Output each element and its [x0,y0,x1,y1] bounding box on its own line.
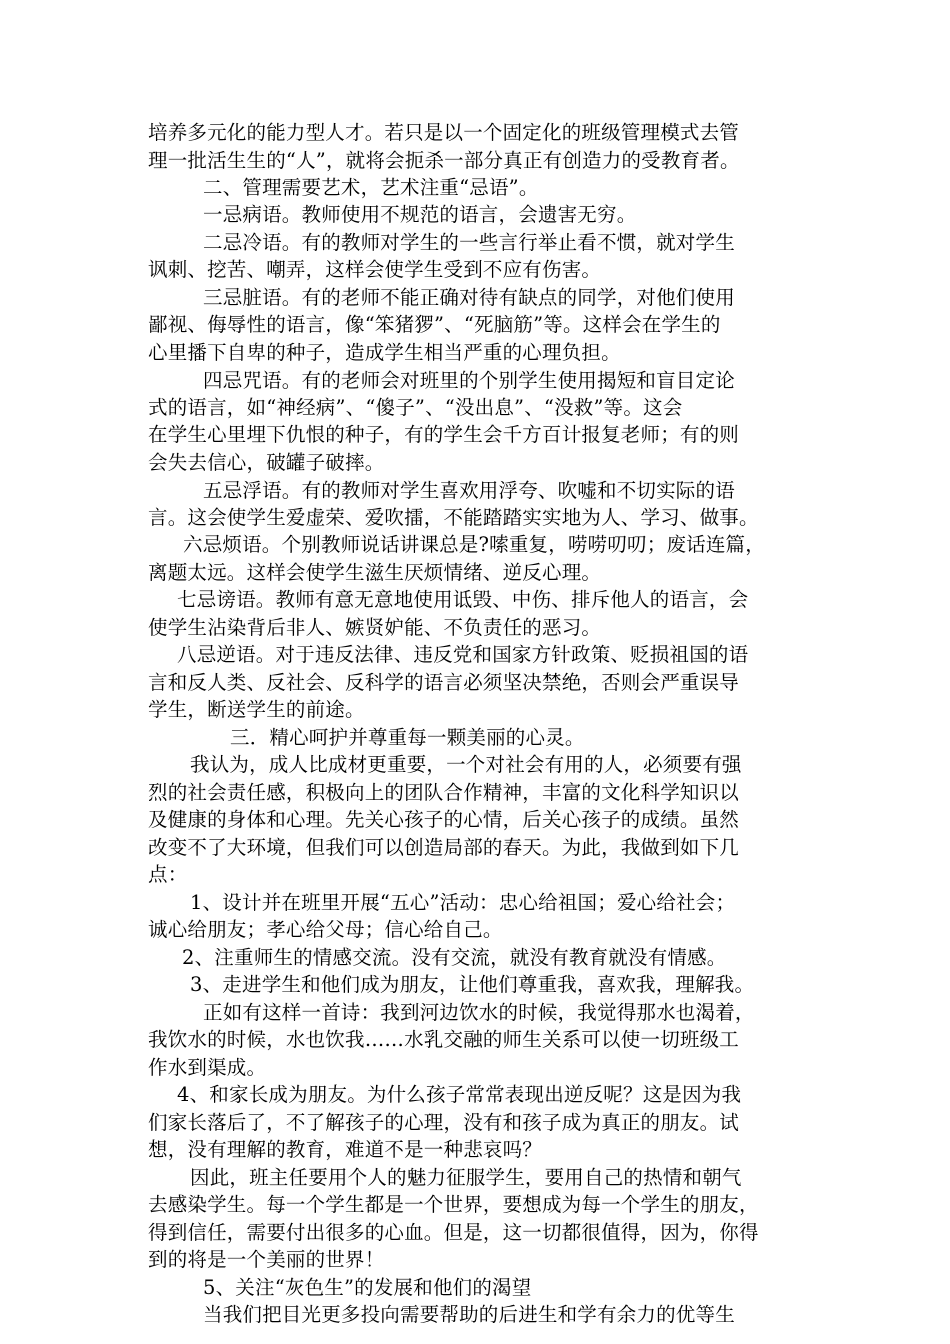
text-line: 培养多元化的能力型人才。若只是以一个固定化的班级管理模式去管 [148,121,740,144]
text-line: 们家长落后了，不了解孩子的心理，没有和孩子成为真正的朋友。试 [148,1111,740,1134]
section-heading: 5、关注“灰色生”的发展和他们的渴望 [203,1276,532,1299]
text-line: 2、注重师生的情感交流。没有交流，就没有教育就没有情感。 [182,946,727,969]
text-line: 在学生心里埋下仇恨的种子，有的学生会千方百计报复老师；有的则 [148,423,740,446]
text-line: 1、设计并在班里开展“五心”活动：忠心给祖国；爱心给社会； [190,891,736,914]
section-heading: 三．精心呵护并尊重每一颗美丽的心灵。 [230,726,585,749]
text-line: 心里播下自卑的种子，造成学生相当严重的心理负担。 [148,341,621,364]
text-line: 想，没有理解的教育，难道不是一种悲哀吗？ [148,1138,543,1161]
text-line: 讽刺、挖苦、嘲弄，这样会使学生受到不应有伤害。 [148,258,602,281]
text-line: 四忌咒语。有的老师会对班里的个别学生使用揭短和盲目定论 [203,369,735,392]
text-line: 到的将是一个美丽的世界！ [148,1248,385,1271]
text-line: 七忌谤语。教师有意无意地使用诋毁、中伤、排斥他人的语言，会 [177,588,749,611]
text-line: 鄙视、侮辱性的语言，像“笨猪猡”、“死脑筋”等。这样会在学生的 [148,313,721,336]
text-line: 一忌病语。教师使用不规范的语言，会遗害无穷。 [203,203,637,226]
text-line: 作水到渠成。 [148,1056,267,1079]
text-line: 我认为，成人比成材更重要，一个对社会有用的人，必须要有强 [190,753,742,776]
text-line: 我饮水的时候，水也饮我……水乳交融的师生关系可以使一切班级工 [148,1028,740,1051]
text-line: 正如有这样一首诗：我到河边饮水的时候，我觉得那水也渴着， [203,1001,755,1024]
text-line: 言和反人类、反社会、反科学的语言必须坚决禁绝，否则会严重误导 [148,671,740,694]
text-line: 点： [148,863,188,886]
text-line: 烈的社会责任感，积极向上的团队合作精神，丰富的文化科学知识以 [148,781,740,804]
text-line: 使学生沾染背后非人、嫉贤妒能、不负责任的恶习。 [148,616,602,639]
text-line: 六忌烦语。个别教师说话讲课总是?嗦重复，唠唠叨叨；废话连篇， [183,533,765,556]
text-line: 诚心给朋友；孝心给父母；信心给自己。 [148,918,503,941]
text-line: 去感染学生。每一个学生都是一个世界，要想成为每一个学生的朋友， [148,1193,759,1216]
text-line: 会失去信心，破罐子破摔。 [148,451,385,474]
text-line: 理一批活生生的“人”，就将会扼杀一部分真正有创造力的受教育者。 [148,149,740,172]
text-line: 学生，断送学生的前途。 [148,698,365,721]
text-line: 五忌浮语。有的教师对学生喜欢用浮夸、吹嘘和不切实际的语 [203,479,735,502]
text-line: 离题太远。这样会使学生滋生厌烦情绪、逆反心理。 [148,561,602,584]
text-line: 言。这会使学生爱虚荣、爱吹擂，不能踏踏实实地为人、学习、做事。 [148,506,759,529]
text-line: 式的语言，如“神经病”、“傻子”、“没出息”、“没救”等。这会 [148,396,683,419]
text-line: 改变不了大环境，但我们可以创造局部的春天。为此，我做到如下几 [148,836,740,859]
text-line: 及健康的身体和心理。先关心孩子的心情，后关心孩子的成绩。虽然 [148,808,740,831]
text-line: 4、和家长成为朋友。为什么孩子常常表现出逆反呢？这是因为我 [177,1083,742,1106]
section-heading: 二、管理需要艺术，艺术注重“忌语”。 [203,176,539,199]
text-line: 得到信任，需要付出很多的心血。但是，这一切都很值得，因为，你得 [148,1221,759,1244]
text-line: 八忌逆语。对于违反法律、违反党和国家方针政策、贬损祖国的语 [177,643,749,666]
text-line: 3、走进学生和他们成为朋友，让他们尊重我，喜欢我，理解我。 [190,973,755,996]
text-line: 三忌脏语。有的老师不能正确对待有缺点的同学，对他们使用 [203,286,735,309]
text-line: 因此，班主任要用个人的魅力征服学生，要用自己的热情和朝气 [190,1166,742,1189]
text-line: 当我们把目光更多投向需要帮助的后进生和学有余力的优等生 [203,1303,735,1326]
text-line: 二忌冷语。有的教师对学生的一些言行举止看不惯，就对学生 [203,231,735,254]
